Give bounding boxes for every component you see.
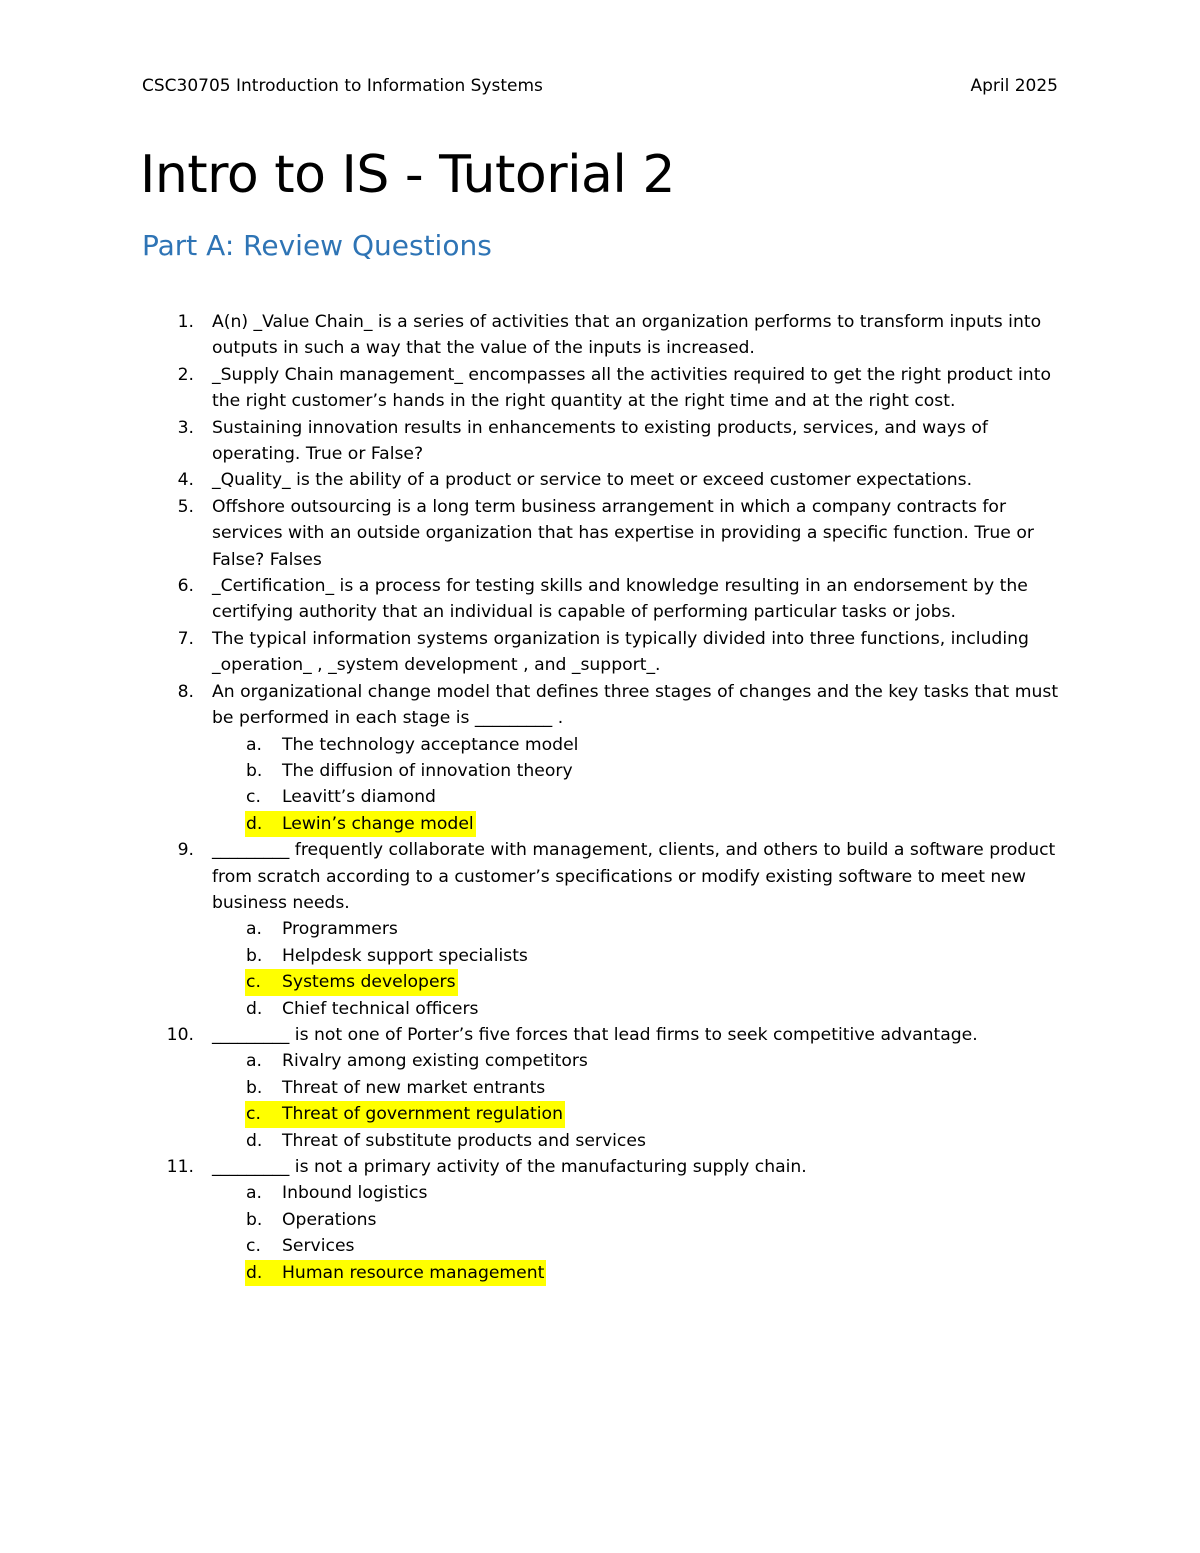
question-item — [142, 415, 1062, 468]
option-highlight — [246, 734, 579, 755]
option-text: Threat of substitute products and services — [282, 1130, 646, 1151]
question-item — [142, 679, 1062, 837]
answer-option — [212, 1207, 1062, 1233]
option-highlight — [246, 1236, 355, 1257]
question-number: 5. — [177, 496, 194, 517]
answer-option — [212, 784, 1062, 810]
option-text: Chief technical officers — [282, 998, 479, 1019]
option-highlight — [246, 1077, 546, 1098]
question-item — [142, 626, 1062, 679]
option-letter: b. — [246, 1209, 263, 1230]
option-letter: c. — [246, 972, 261, 993]
question-number: 7. — [177, 628, 194, 649]
option-letter: a. — [246, 734, 262, 755]
option-letter: b. — [246, 945, 263, 966]
option-list — [212, 1048, 1062, 1154]
option-text: Services — [282, 1236, 355, 1257]
option-letter: d. — [246, 1262, 263, 1283]
option-letter: b. — [246, 1077, 263, 1098]
answer-option-highlighted — [212, 969, 1062, 995]
option-letter: a. — [246, 1051, 262, 1072]
option-letter: a. — [246, 919, 262, 940]
answer-option — [212, 1233, 1062, 1259]
option-highlight — [245, 1101, 565, 1127]
option-text: Lewin’s change model — [282, 813, 474, 834]
question-text: _Supply Chain management_ encompasses all the activities required to get the right product into the right customer’s hands in the right quantity at the right time and at the right cost. — [212, 364, 1051, 412]
option-letter: b. — [246, 760, 263, 781]
question-number: 2. — [177, 364, 194, 385]
question-item — [142, 1022, 1062, 1154]
option-list — [212, 916, 1062, 1022]
option-letter: c. — [246, 787, 261, 808]
option-letter: c. — [246, 1236, 261, 1257]
option-highlight — [246, 1130, 646, 1151]
question-item — [142, 467, 1062, 493]
option-text: The diffusion of innovation theory — [282, 760, 573, 781]
option-text: Human resource management — [282, 1262, 545, 1283]
option-letter: a. — [246, 1183, 262, 1204]
answer-option — [212, 996, 1062, 1022]
option-highlight — [246, 945, 528, 966]
option-letter: d. — [246, 1130, 263, 1151]
option-highlight — [246, 1209, 377, 1230]
option-text: Rivalry among existing competitors — [282, 1051, 588, 1072]
question-text: Offshore outsourcing is a long term business arrangement in which a company contracts for services with an outside organization that has expertise in providing a specific function. True or False? Falses — [212, 496, 1034, 570]
question-text: A(n) _Value Chain_ is a series of activities that an organization performs to transform inputs into outputs in such a way that the value of the inputs is increased. — [212, 312, 1042, 359]
option-highlight — [246, 998, 479, 1019]
question-item — [142, 1154, 1062, 1286]
answer-option — [212, 943, 1062, 969]
option-letter: c. — [246, 1104, 261, 1125]
option-highlight — [245, 811, 476, 837]
question-text: An organizational change model that defines three stages of changes and the key tasks that must be performed in each stage is _________ . — [212, 681, 1059, 729]
option-text: Systems developers — [282, 972, 456, 993]
answer-option — [212, 1048, 1062, 1074]
question-number: 6. — [177, 576, 194, 597]
document-title: Intro to IS - Tutorial 2 — [140, 145, 675, 205]
option-text: Inbound logistics — [282, 1183, 428, 1204]
question-text: The typical information systems organization is typically divided into three functions, including _operation_ , _system development , and _support_. — [212, 628, 1029, 676]
answer-option — [212, 1128, 1062, 1154]
question-text: _Quality_ is the ability of a product or service to meet or exceed customer expectations. — [212, 470, 973, 491]
option-text: Threat of government regulation — [282, 1104, 563, 1125]
answer-option — [212, 758, 1062, 784]
question-list — [142, 309, 1062, 1286]
page-header — [142, 74, 1058, 98]
answer-option-highlighted — [212, 811, 1062, 837]
answer-option — [212, 1180, 1062, 1206]
header-course: CSC30705 Introduction to Information Systems — [142, 76, 543, 96]
question-item — [142, 494, 1062, 573]
option-text: The technology acceptance model — [282, 734, 579, 755]
option-highlight — [246, 1183, 428, 1204]
question-text: Sustaining innovation results in enhancements to existing products, services, and ways of operating. True or False? — [212, 417, 988, 465]
question-text: _________ frequently collaborate with management, clients, and others to build a software product from scratch according to a customer’s specifications or modify existing software to meet new business needs. — [212, 840, 1056, 913]
question-number: 1. — [177, 312, 194, 332]
question-number: 8. — [177, 681, 194, 702]
answer-option — [212, 1075, 1062, 1101]
option-text: Leavitt’s diamond — [282, 787, 436, 808]
question-number: 11. — [166, 1157, 194, 1177]
option-text: Operations — [282, 1209, 377, 1230]
question-item — [142, 573, 1062, 626]
question-number: 3. — [177, 417, 194, 438]
question-number: 4. — [177, 470, 194, 491]
option-highlight — [246, 1051, 588, 1072]
question-item — [142, 309, 1062, 362]
option-letter: d. — [246, 998, 263, 1019]
question-text: _Certification_ is a process for testing skills and knowledge resulting in an endorsement by the certifying authority that an individual is capable of performing particular tasks or jobs. — [212, 576, 1028, 623]
section-heading: Part A: Review Questions — [142, 229, 492, 262]
answer-option — [212, 732, 1062, 758]
question-item — [142, 837, 1062, 1022]
question-number: 10. — [166, 1024, 194, 1045]
question-text: _________ is not one of Porter’s five forces that lead firms to seek competitive advantage. — [212, 1024, 978, 1045]
option-text: Helpdesk support specialists — [282, 945, 528, 966]
option-highlight — [246, 760, 573, 781]
header-date: April 2025 — [970, 76, 1058, 96]
option-text: Threat of new market entrants — [282, 1077, 546, 1098]
answer-option — [212, 916, 1062, 942]
answer-option-highlighted — [212, 1260, 1062, 1286]
option-highlight — [246, 787, 436, 808]
option-highlight — [245, 1260, 546, 1286]
option-highlight — [246, 919, 398, 940]
question-text: _________ is not a primary activity of the manufacturing supply chain. — [212, 1157, 807, 1177]
question-item — [142, 362, 1062, 415]
option-list — [212, 1180, 1062, 1286]
question-number: 9. — [177, 840, 194, 861]
answer-option-highlighted — [212, 1101, 1062, 1127]
option-highlight — [245, 969, 458, 995]
option-letter: d. — [246, 813, 263, 834]
option-text: Programmers — [282, 919, 398, 940]
option-list — [212, 732, 1062, 838]
